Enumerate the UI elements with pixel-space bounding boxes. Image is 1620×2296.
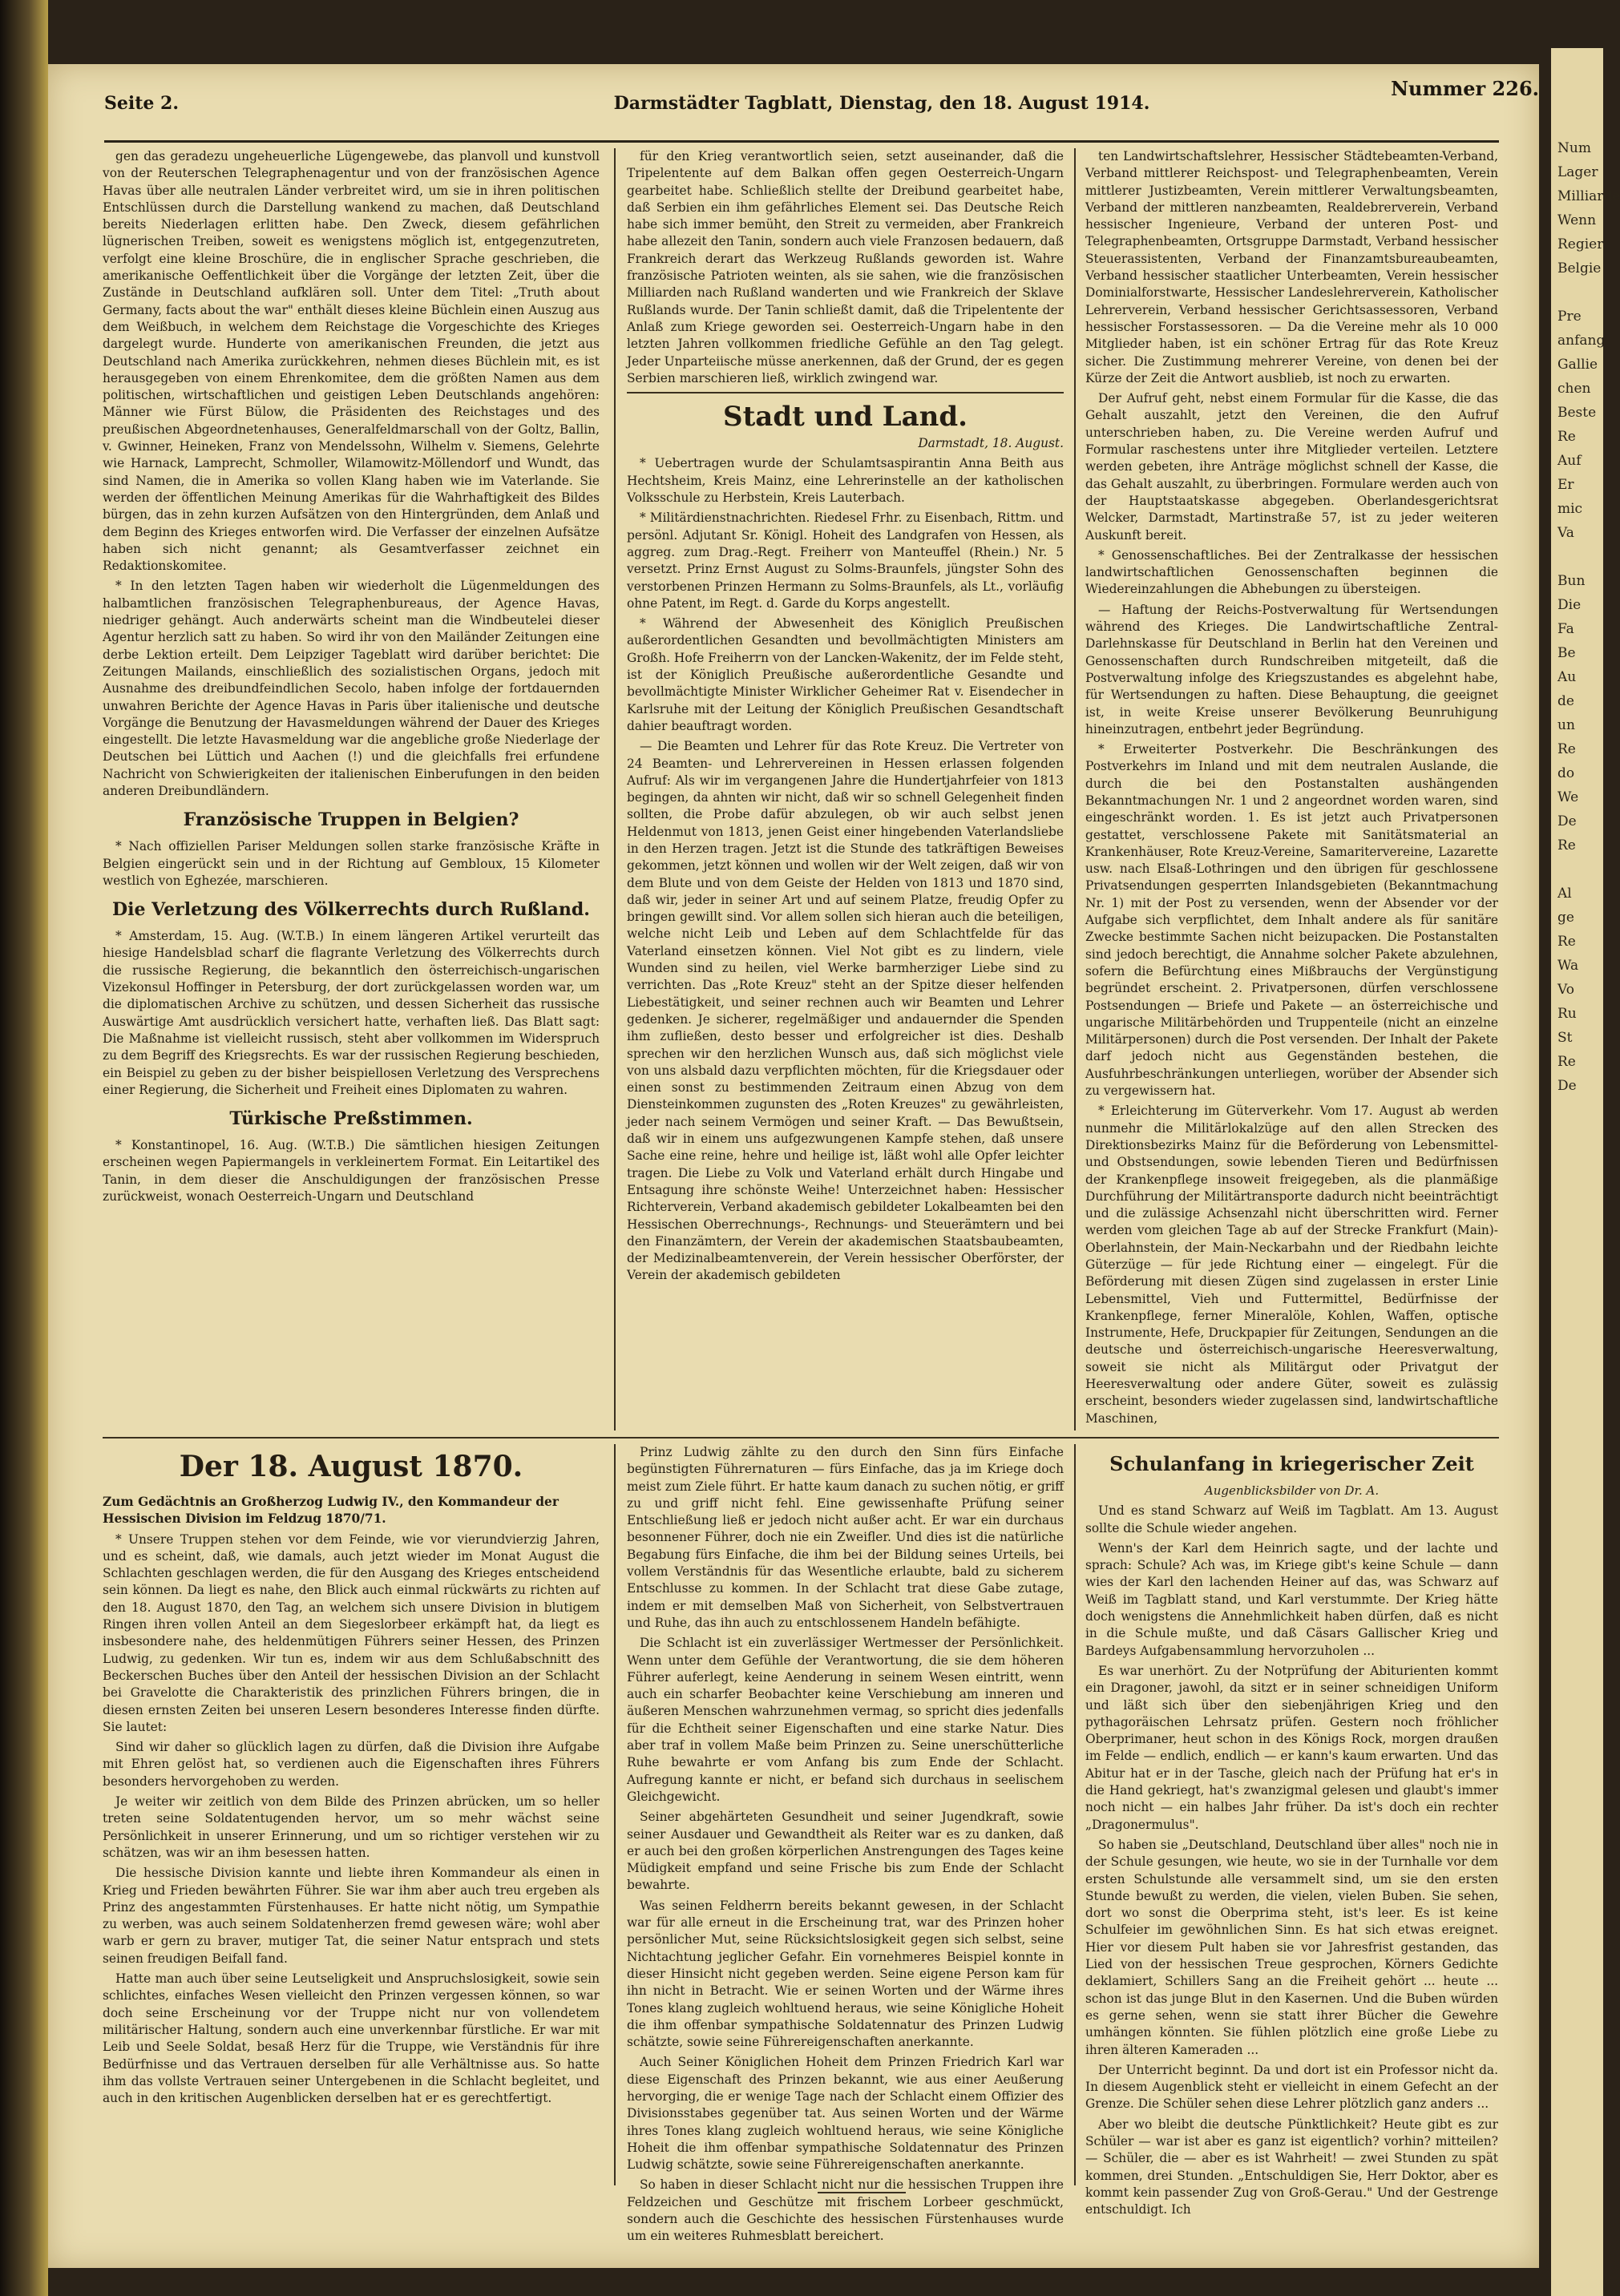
article-schule-p1: Und es stand Schwarz auf Weiß im Tagblatt. Am 13. August sollte die Schule wieder angehen. — [1085, 1503, 1498, 1535]
column-divider — [614, 1444, 616, 2185]
article-aufruf: Der Aufruf geht, nebst einem Formular für die Kasse, die das Gehalt auszahlt, jetzt den Vereinen, die den Aufruf unterschrieben haben, zu. Die Vereine werden Aufruf und Formular raschestens unter ihre Mitglieder verteilen. Letztere werden gebeten, ihre Anträge möglichst schnell der Kasse, die das Gehalt auszahlt, zu überbringen. Formulare werden auch von der Hauptstaatskasse abgegeben. Oberlandesgerichtsrat Welcker, Darmstadt, Martinstraße 57, ist zu jeder weiteren Auskunft bereit. — [1085, 391, 1498, 543]
feuilleton-column-3 — [1085, 1444, 1498, 2217]
feuilleton-column-1 — [103, 1444, 600, 2185]
heading-18-august-1870: Der 18. August 1870. — [179, 1450, 523, 1483]
article-genossenschaft: * Genossenschaftliches. Bei der Zentralkasse der hessischen landwirtschaftlichen Genossenschaften beginnen die Wiedereinzahlungen die Abhebungen zu übersteigen. — [1085, 547, 1498, 597]
article-tanin-cont: für den Krieg verantwortlich seien, setzt auseinander, daß die Tripelentente auf dem Balkan offen gegen Oesterreich-Ungarn gearbeitet habe. Schließlich stellte der Dreibund gearbeitet habe, daß Serbien ein ihm gefährliches Element sei. Das Deutsche Reich habe sich immer bemüht, den Streit zu vermeiden, aber Frankreich habe allezeit den Tanin, sondern auch viele Franzosen bedauern, daß Frankreich derart das Werkzeug Rußlands geworden ist. Wahre französische Patrioten weinten, als sie sahen, wie die französischen Milliarden nach Rußland wanderten und wie Frankreich der Sklave Rußlands wurde. Der Tanin schließt damit, daß die Tripelentente der Anlaß zum Kriege geworden sei. Oesterreich-Ungarn habe in den letzten Jahren vollkommen friedliche Gefühle an den Tag gelegt. Jeder Unparteiische müsse anerkennen, daß der Grund, der es gegen Serbien marschieren ließ, wirklich zwingend war. — [627, 149, 1064, 385]
column-divider — [1074, 1444, 1076, 2185]
article-french-troops: * Nach offiziellen Pariser Meldungen sollen starke französische Kräfte in Belgien eingerückt sein und in der Richtung auf Gembloux, 15 Kilometer westlich von Eghezée, marschieren. — [103, 839, 600, 888]
article-1870-p8: Seiner abgehärteten Gesundheit und seiner Jugendkraft, sowie seiner Ausdauer und Gewandtheit als Reiter war es zu danken, daß er auch bei den großen körperlichen Anstrengungen des Tages keine Müdigkeit empfand und seine Frische bis zum Ende der Schlacht bewahrte. — [627, 1810, 1064, 1893]
heading-turkish-press: Türkische Preßstimmen. — [229, 1108, 473, 1130]
article-militaerdienst: * Militärdienstnachrichten. Riedesel Frhr. zu Eisenbach, Rittm. und persönl. Adjutant Sr. Königl. Hoheit des Landgrafen von Hessen, als aggreg. zum Drag.-Regt. Freiherr von Manteuffel (Rhein.) Nr. 5 versetzt. Prinz Ernst August zu Solms-Braunfels, jüngster Sohn des verstorbenen Prinzen Hermann zu Solms-Braunfels, als Lt., vorläufig ohne Patent, im Regt. d. Garde du Korps angestellt. — [627, 510, 1064, 611]
page-number: Seite 2. — [104, 93, 180, 114]
heading-french-troops: Französische Truppen in Belgien? — [183, 809, 519, 831]
article-schule-p6: Aber wo bleibt die deutsche Pünktlichkeit? Heute gibt es zur Schüler — war ist aber es ganz ist eigentlich? vorhin? mitteilen? — Schüler, die — aber es ist Wahrheit! — zwei Stunden zu spät kommen, drei Stunden. „Entschuldigen Sie, Herr Doktor, aber es kommt kein passender Zug von Groß-Gerau." Und der Gestrenge entschuldigt. Ich — [1085, 2116, 1498, 2217]
subheading-augenblicksbilder: Augenblicksbilder von Dr. A. — [1204, 1483, 1380, 1498]
column-3 — [1085, 148, 1498, 1443]
heading-schulanfang: Schulanfang in kriegerischer Zeit — [1109, 1452, 1474, 1475]
feuilleton-rule — [103, 1437, 1499, 1439]
column-2 — [627, 148, 1064, 1443]
section-rule — [627, 392, 1064, 393]
article-1870-p4: Die hessische Division kannte und liebte ihren Kommandeur als einen in Krieg und Frieden bewährten Führer. Sie war ihm aber auch treu ergeben als Prinz des angestammten Fürstenhauses. Er hatte nicht nötig, um Sympathie zu werben, was auch seinem Soldatenherzen fremd gewesen wäre; wohl aber warb er gern zu braver, mutiger Tat, die seiner Natur entsprach und stets seinen freudigen Beifall fand. — [103, 1866, 600, 1966]
article-1870-p5: Hatte man auch über seine Leutseligkeit und Anspruchslosigkeit, sowie sein schlichtes, einfaches Wesen vielleicht den Prinzen vergessen können, so war doch seine Erscheinung vor der Truppe nicht nur von vollendetem militärischer Haltung, sondern auch eine unverkennbar fürstliche. Er war mit Leib und Seele Soldat, besaß Herz für die Truppe, wie Verständnis für ihre Bedürfnisse und das Vertrauen derselben für alle Verhältnisse aus. So hatte ihm das vollste Vertrauen seiner Untergebenen in die Schlacht begleitet, und auch in den kritischen Augenblicken derselben hat er es gerechtfertigt. — [103, 1971, 600, 2106]
article-rotes-kreuz: — Die Beamten und Lehrer für das Rote Kreuz. Die Vertreter von 24 Beamten- und Lehrervereinen in Hessen erlassen folgenden Aufruf: Als wir im vergangenen Jahre die Hundertjahrfeier von 1813 begingen, da ahnten wir nicht, daß wir so schnell Gelegenheit finden sollten, die Probe dafür abzulegen, ob wir auch selbst jenen Heldenmut von 1813, jenen Geist einer hingebenden Vaterlandsliebe in den Herzen tragen. Jetzt ist die Stunde des tatkräftigen Beweises gekommen, jetzt können und wollen wir der Welt zeigen, daß wir von dem Blute und von dem Geiste der Helden von 1813 und 1870 sind, daß wir, jeder in seiner Art und auf seinem Platze, freudig Opfer zu bringen gewillt sind. Vor allem sollen sich hieran auch die beteiligen, welche nicht Leib und Leben auf dem Schlachtfelde für das Vaterland einsetzen können. Viel Not gibt es zu lindern, viele Wunden sind zu heilen, viel Werke barmherziger Liebe sind zu verrichten. Das „Rote Kreuz" steht an der Spitze dieser helfenden Liebestätigkeit, und seiner rechnen auch wir Beamten und Lehrer gedenken. Je sicherer, regelmäßiger und andauernder die Spenden ihm zufließen, desto besser und erfolgreicher ist dies. Deshalb sprechen wir den herzlichen Wunsch aus, daß sich möglichst viele von uns alsbald dazu verpflichten möchten, für die Kriegsdauer oder einen sonst zu bestimmenden Zeitraum einen Abzug von dem Diensteinkommen zugunsten des „Roten Kreuzes" zu gewährleisten, jeder nach seinem Vermögen und seiner Kraft. — Das Bewußtsein, daß wir in einem uns aufgezwungenen Kampfe stehen, daß unsere Sache eine reine, hehre und heilige ist, läßt wohl alle Opfer leichter tragen. Die Liebe zu Volk und Vaterland erhält durch Hingabe und Entsagung ihre schönste Weihe! Unterzeichnet haben: Hessischer Richterverein, Verband akademisch gebildeter Lokalbeamten bei den Hessischen Oberrechnungs-, Rechnungs- und Steuerämtern und bei den Finanzämtern, der Verein der akademischen Staatsbaubeamten, der Medizinalbeamtenverein, der Verein hessischer Oberförster, der Verein der akademisch gebildeten — [627, 739, 1064, 1283]
column-divider — [614, 148, 616, 1430]
next-page-fragment-text: Num Lager Milliarde Wenn Regier Belgie Pre anfang Gallie chen Beste Re Auf Er mic Va Bun Die Fa Be Au de un Re do We De Re Al ge Re Wa Vo Ru St Re De — [1557, 140, 1620, 1094]
book-binding-edge — [0, 0, 48, 2296]
dateline: Darmstadt, 18. August. — [918, 436, 1064, 451]
article-1870-p3: Je weiter wir zeitlich von dem Bilde des Prinzen abrücken, um so heller treten seine Soldatentugenden hervor, um so mehr wächst seine Persönlichkeit in unserer Erinnerung, und um so richtiger verstehen wir zu schätzen, was wir an ihm besessen hatten. — [103, 1794, 600, 1860]
heading-stadt-und-land: Stadt und Land. — [723, 401, 968, 434]
article-voelkerrecht: * Amsterdam, 15. Aug. (W.T.B.) In einem längeren Artikel verurteilt das hiesige Handelsblad scharf die flagrante Verletzung des Völkerrechts durch die russische Regierung, die bekanntlich den österreichisch-ungarischen Vizekonsul Hoffinger in Petersburg, der dort zurückgelassen worden war, um die diplomatischen Archive zu schützen, und dessen Sicherheit das russische Auswärtige Amt ausdrücklich versichert hatte, verhaften ließ. Das Blatt sagt: Die Maßnahme ist vielleicht russisch, steht aber vollkommen im Widerspruch zu dem Begriff des Kriegsrechts. Es war der russischen Regierung beschieden, ein Beispiel zu geben zu der bisher beispiellosen Verletzung des Versprechens einer Regierung, die Sicherheit und Freiheit eines Diplomaten zu wahren. — [103, 929, 600, 1097]
column-1 — [103, 148, 600, 1443]
subheading-ludwig: Zum Gedächtnis an Großherzog Ludwig IV., den Kommandeur der Hessischen Division im Feldzug 1870/71. — [103, 1495, 559, 1527]
column-divider — [1074, 148, 1076, 1430]
feuilleton-column-2 — [627, 1444, 1064, 2244]
article-1870-p11: So haben in dieser Schlacht nicht nur die hessischen Truppen ihre Feldzeichen und Geschütze mit frischem Lorbeer geschmückt, sondern auch die Geschichte des hessischen Fürstenhauses wurde um ein weiteres Ruhmesblatt bereichert. — [627, 2177, 1064, 2244]
heading-voelkerrecht: Die Verletzung des Völkerrechts durch Rußland. — [112, 899, 590, 921]
article-postverkehr: * Erweiterter Postverkehr. Die Beschränkungen des Postverkehrs im Inland und mit dem neutralen Auslande, die durch die bei den Postanstalten aushängenden Bekanntmachungen Nr. 1 und 2 angeordnet worden waren, sind eingeschränkt worden. 1. Es ist jetzt auch Privatpersonen gestattet, verschlossene Pakete mit Sanitätsmaterial an Krankenhäuser, Rote Kreuz-Vereine, Samaritervereine, Lazarette usw. nach Elsaß-Lothringen und den übrigen für geschlossene Privatsendungen gesperrten Inlandsgebieten (Bekanntmachung Nr. 1) mit der Post zu versenden, wenn der Absender vor der Aufgabe sich verpflichtet, dem Inhalt andere als für sanitäre Zwecke bestimmte Sachen nicht beizupacken. Die Postanstalten sind jedoch berechtigt, die Annahme solcher Pakete abzulehnen, sofern die Befürchtung eines Mißbrauchs der Vergünstigung begründet erscheint. 2. Privatpersonen, dürfen verschlossene Postsendungen — Briefe und Pakete — an österreichische und ungarische Militärbehörden und Truppenteile (nicht an einzelne Militärpersonen) durch die Post versenden. Der Inhalt der Pakete darf jedoch nicht aus Gegenständen bestehen, die Ausfuhrbeschränkungen unterliegen, worüber der Absender sich zu vergewissern hat. — [1085, 742, 1498, 1099]
article-haftung-post: — Haftung der Reichs-Postverwaltung für Wertsendungen während des Krieges. Die Landwirtschaftliche Zentral-Darlehnskasse für Deutschland in Berlin hat den Vereinen und Genossenschaften durch Rundschreiben mitgeteilt, daß die Postverwaltung infolge des Kriegszustandes es abgelehnt habe, für Wertsendungen zu haften. Diese Behauptung, die geeignet ist, in weite Kreise unserer Bevölkerung Beunruhigung hineinzutragen, entbehrt jeder Begründung. — [1085, 602, 1498, 736]
article-1870-p7: Die Schlacht ist ein zuverlässiger Wertmesser der Persönlichkeit. Wenn unter dem Gefühle der Verantwortung, die sie dem höheren Führer auferlegt, keine Aenderung in seinem Wesen eintritt, wenn auch ein scharfer Beobachter keine Verschiebung am inneren und äußeren Menschen wahrzunehmen vermag, so spricht dies jedenfalls für die Echtheit seiner Eigenschaften und eine starke Natur. Dies aber traf in vollem Maße beim Prinzen zu. Seine unerschütterliche Ruhe bewahrte er vom Anfang bis zum Ende der Schlacht. Aufregung kannte er nicht, er befand sich durchaus in seelischem Gleichgewicht. — [627, 1636, 1064, 1804]
article-havas: * In den letzten Tagen haben wir wiederholt die Lügenmeldungen des halbamtlichen französischen Telegraphenbureaus, der Agence Havas, niedriger gehängt. Auch anderwärts scheint man die Windbeutelei dieser Agentur herzlich satt zu haben. So wird ihr von den Mailänder Zeitungen eine derbe Lektion erteilt. Dem Leipziger Tageblatt wird darüber berichtet: Die Zeitungen Mailands, einschließlich des sozialistischen Organs, jedoch mit Ausnahme des dreibundfeindlichen Secolo, haben infolge der fortdauernden unwahren Berichte der Agence Havas in Paris über italienische und deutsche Vorgänge die Benutzung der Havasmeldungen während der Dauer des Krieges eingestellt. Die letzte Havasmeldung war die angebliche große Niederlage der Deutschen bei Lüttich und Aachen (!) und die gleichfalls frei erfundene Nachricht von Schwierigkeiten der italienischen Einberufungen in den beiden anderen Dreibundländern. — [103, 579, 600, 798]
article-broschuere: gen das geradezu ungeheuerliche Lügengewebe, das planvoll und kunstvoll von der Reuterschen Telegraphenagentur und von der französischen Agence Havas über alle neutralen Länder verbreitet wird, um sie in ihren politischen Entschlüssen durch die Darstellung wankend zu machen, daß Deutschland bereits Niederlagen erlitten habe. Den Zweck, diesem gefährlichen lügnerischen Treiben, soweit es wenigstens möglich ist, entgegenzutreten, verfolgt eine kleine Broschüre, die in englischer Sprache geschrieben, die amerikanische Oeffentlichkeit über die Vorgänge der letzten Zeit, über die Zustände in Deutschland aufklären soll. Unter dem Titel: „Truth about Germany, facts about the war" enthält dieses kleine Büchlein einen Auszug aus dem Weißbuch, in welchem dem Reichstage die Vorgeschichte des Krieges dargelegt wurde. Hunderte von amerikanischen Freunden, die jetzt aus Deutschland nach Amerika zurückkehren, nehmen dieses Büchlein mit, es ist herausgegeben von einem Ehrenkomitee, dem die größten Namen aus dem politischen, wirtschaftlichen und geistigen Leben Deutschlands angehören: Männer wie Fürst Bülow, die Präsidenten des Reichstages und des preußischen Abgeordnetenhauses, Generalfeldmarschall von der Goltz, Ballin, v. Gwinner, Heineken, Franz von Mendelssohn, Wilhelm v. Siemens, Gelehrte wie Harnack, Lamprecht, Schmoller, Wilamowitz-Möllendorf und Wundt, das sind Namen, die in Amerika so vollen Klang haben wie im Vaterlande. Sie werden der öffentlichen Meinung Amerikas für die Wahrhaftigkeit des Bildes bürgen, das in zehn kurzen Aufsätzen von den Hintergründen, dem Anlaß und dem Beginn des Krieges entworfen wird. Die Verfasser der einzelnen Aufsätze haben sich nicht genannt; als Gesamtverfasser zeichnet ein Redaktionskomitee. — [103, 149, 600, 574]
article-schule-p3: Es war unerhört. Zu der Notprüfung der Abiturienten kommt ein Dragoner, jawohl, da sitzt er in seiner schneidigen Uniform und läßt sich über den siebenjährigen Krieg und den pythagoräischen Lehrsatz prüfen. Gestern noch fröhlicher Oberprimaner, heut schon in des Königs Rock, morgen draußen im Felde — endlich, endlich — er kann's kaum erwarten. Und das Abitur hat er in der Tasche, gleich nach der Prüfung hat er's in die Hand gekriegt, hat's zwanzigmal gelesen und glaubt's immer noch nicht — ein halbes Jahr früher. Da ist's doch ein rechter „Dragonermulus". — [1085, 1663, 1498, 1832]
article-1870-p9: Was seinen Feldherrn bereits bekannt gewesen, in der Schlacht war für alle erneut in die Erscheinung trat, war des Prinzen hoher persönlicher Mut, seine Rücksichtslosigkeit gegen sich selbst, seine Nichtachtung jeglicher Gefahr. Ein vornehmeres Beispiel konnte in dieser Hinsicht nicht gegeben werden. Seine eigene Person kam für ihn nicht in Betracht. Wie er seinen Worten und der Wärme ihres Tones klang zugleich wohltuend heraus, wie seine Königliche Hoheit die ihm offenbar sympathische Soldatennatur des Prinzen Ludwig schätzte, sowie seine Führereigenschaften anerkannte. — [627, 1898, 1064, 2050]
article-1870-p6: Prinz Ludwig zählte zu den durch den Sinn fürs Einfache begünstigten Führernaturen — fürs Einfache, das ja im Kriege doch meist zum Ziele führt. Er hatte kaum danach zu suchen nötig, er griff zu und griff nicht fehl. Eine gewissenhafte Prüfung seiner Entschließung ließ er jedoch nicht außer acht. Er war ein durchaus besonnener Führer, doch nie ein Zweifler. Und dies ist die natürliche Begabung fürs Einfache, die ihm bei der Bildung seines Urteils, bei vollem Verständnis für das Wesentliche erlaubte, bald zu sicherem Entschlusse zu kommen. In der Schlacht trat diese Gabe zutage, indem er mit demselben Maß von Sicherheit, von Selbstvertrauen und Ruhe, das ihn auch zu entschlossenem Handeln befähigte. — [627, 1445, 1064, 1630]
issue-number: Nummer 226. — [1391, 77, 1539, 100]
article-gueterverkehr: * Erleichterung im Güterverkehr. Vom 17. August ab werden nunmehr die Militärlokalzüge auf den allen Strecken des Direktionsbezirks Mainz für die Beförderung von Lebensmittel- und Obstsendungen, sowie lebenden Tieren und Bedürfnissen der Krankenpflege insoweit freigegeben, als die planmäßige Durchführung der Militärtransporte dadurch nicht beeinträchtigt und die zulässige Achsenzahl nicht überschritten wird. Ferner werden vom gleichen Tage ab auf der Strecke Frankfurt (Main)-Oberlahnstein, der Main-Neckarbahn und der Riedbahn leichte Güterzüge — für jede Richtung einer — eingelegt. Für die Beförderung mit diesen Zügen sind zugelassen in erster Linie Lebensmittel, Vieh und Futtermittel, Bedürfnisse der Krankenpflege, ferner Mineralöle, Kohlen, Waffen, optische Instrumente, Hefe, Druckpapier für Zeitungen, Sendungen an die deutsche und österreichisch-ungarische Heeresverwaltung, soweit sie nicht als Militärgut oder Privatgut der Heeresverwaltung oder andere Güter, soweit es zulässig erscheint, besonders wieder zugelassen sind, landwirtschaftliche Maschinen, — [1085, 1104, 1498, 1426]
article-turkish-press: * Konstantinopel, 16. Aug. (W.T.B.) Die sämtlichen hiesigen Zeitungen erscheinen wegen Papiermangels in verkleinertem Format. Ein Leitartikel des Tanin, in dem dieser die Anschuldigungen der französischen Presse zurückweist, wonach Oesterreich-Ungarn und Deutschland — [103, 1138, 600, 1204]
article-gesandter: * Während der Abwesenheit des Königlich Preußischen außerordentlichen Gesandten und bevollmächtigten Ministers am Großh. Hofe Freiherrn von der Lancken-Wakenitz, der im Felde steht, ist der Königlich Preußische außerordentliche Gesandte und bevollmächtigte Minister Wirklicher Geheimer Rat v. Eisendecher in Karlsruhe mit der Leitung der Königlich Preußischen Gesandtschaft dahier beauftragt worden. — [627, 616, 1065, 733]
article-uebertragen: * Uebertragen wurde der Schulamtsaspirantin Anna Beith aus Hechtsheim, Kreis Mainz, eine Lehrerinstelle an der katholischen Volksschule zu Herbstein, Kreis Lauterbach. — [627, 456, 1064, 506]
next-page-strip — [1551, 48, 1620, 2296]
masthead-line: Darmstädter Tagblatt, Dienstag, den 18. August 1914. — [613, 93, 1150, 114]
article-schule-p2: Wenn's der Karl dem Heinrich sagte, und der lachte und sprach: Schule? Ach was, im Kriege gibt's keine Schule — dann wies der Karl den lachenden Heiner auf das, was Schwarz auf Weiß im Tagblatt stand, und Karl verstummte. Der Krieg hätte doch wenigstens die Annehmlichkeit haben dürfen, daß es nicht in die Schule mußte, und daß Cäsars Gallischer Krieg und Bardeys Aufgabensammlung hervorzuholen ... — [1085, 1540, 1498, 1658]
article-1870-p10: Auch Seiner Königlichen Hoheit dem Prinzen Friedrich Karl war diese Eigenschaft des Prinzen bekannt, wie aus einer Aeußerung hervorging, die er wenige Tage nach der Schlacht einem Offizier des Divisionsstabes gegenüber tat. Aus seinen Worten und der Wärme ihres Tones klang zugleich wohltuend heraus, wie seine Königliche Hoheit die ihm offenbar sympathische Soldatennatur des Prinzen Ludwig schätzte, sowie seine Führereigenschaften anerkannte. — [627, 2055, 1064, 2173]
header-rule — [104, 140, 1499, 143]
page-header — [104, 77, 1539, 115]
article-vereine: ten Landwirtschaftslehrer, Hessischer Städtebeamten-Verband, Verband mittlerer Reichspost- und Telegraphenbeamten, Verein mittlerer Justizbeamten, Verein mittlerer Verwaltungsbeamten, Verband der mittleren nanzbeamten, Realdebrerverein, Verband hessischer Ingenieure, Verband der unteren Post- und Telegraphenbeamten, Ortsgruppe Darmstadt, Verband hessischer Steuerassistenten, Verband der Finanzamtsbureaubeamten, Verband hessischer staatlicher Unterbeamten, Verein hessischer Dominialforstwarte, Hessischer Landeslehrerverein, Katholischer Lehrerverein, Verband hessischer Gerichtsassessoren, Verband hessischer Forstassessoren. — Da die Vereine mehr als 10 000 Mitglieder haben, ist ein schöner Ertrag für das Rote Kreuz sicher. Die Zustimmung mehrerer Vereine, von denen bei der Kürze der Zeit die Antwort ausblieb, ist noch zu erwarten. — [1085, 149, 1499, 385]
article-1870-intro: * Unsere Truppen stehen vor dem Feinde, wie vor vierundvierzig Jahren, und es scheint, daß, wie damals, auch jetzt wieder im Monat August die Schlachten geschlagen werden, die für den Ausgang des Krieges entscheidend sein können. Da liegt es nahe, den Blick auch einmal rückwärts zu richten auf den 18. August 1870, den Tag, an welchem sich unsere Division in blutigem Ringen ihren vollen Anteil an dem Siegeslorbeer erkämpft hat, da liegt es insbesondere nahe, des heldenmütigen Führers seiner Hessen, des Prinzen Ludwig, zu gedenken. Wir tun es, indem wir aus dem Schlußabschnitt des Beckerschen Buches über den Anteil der hessischen Division an der Schlacht bei Gravelotte die Charakteristik des prinzlichen Führers bringen, die in diesen ernsten Zeiten bei unseren Lesern besonderes Interesse finden dürfte. Sie lautet: — [103, 1531, 600, 1734]
article-schule-p4: So haben sie „Deutschland, Deutschland über alles" noch nie in der Schule gesungen, wie heute, wo sie in der Turnhalle vor dem ersten Schulstunde alle versammelt sind, um sie den ersten Stunde bewußt zu werden, die vielen, vielen Buben. Sie sehen, dort wo sonst die Oberprima steht, ist's leer. Es ist keine Schulfeier im gewöhnlichen Sinn. Es hat sich etwas ereignet. Hier vor diesem Pult haben sie vor Jahresfrist gestanden, das Lied von der hessischen Treue gesprochen, Körners Gedichte deklamiert, Schillers Sang an die Freiheit gehört ... heute ... schon ist das junge Blut in den Kasernen. Und die Buben würden es gerne sehen, wenn sie statt ihrer Bücher die Gewehre umhängen könnten. Sie fühlen plötzlich eine große Liebe zu ihren älteren Kameraden ... — [1085, 1837, 1498, 2057]
article-schule-p5: Der Unterricht beginnt. Da und dort ist ein Professor nicht da. In diesem Augenblick steht er vielleicht in einem Gefecht an der Grenze. Die Schüler sehen diese Lehrer plötzlich ganz anders ... — [1085, 2062, 1498, 2112]
article-1870-p2: Sind wir daher so glücklich lagen zu dürfen, daß die Division ihre Aufgabe mit Ehren gelöst hat, so verdienen auch die Eigenschaften ihres Führers besonders hervorgehoben zu werden. — [103, 1740, 600, 1789]
footer-rule — [818, 2192, 906, 2193]
